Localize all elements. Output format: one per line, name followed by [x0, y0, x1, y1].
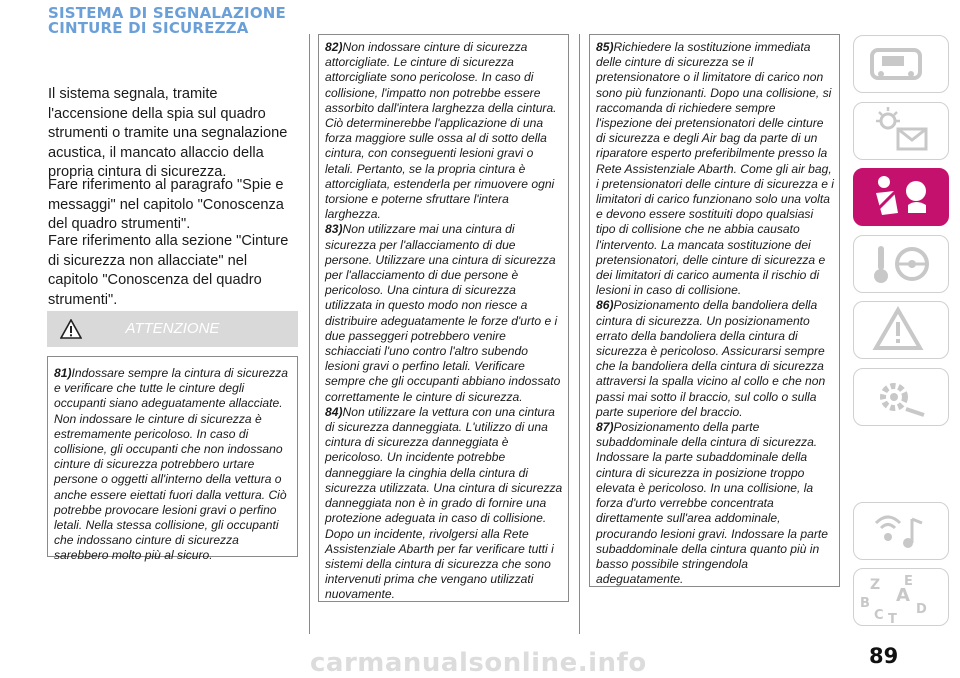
note-81	[54, 366, 291, 564]
warning-title: ATTENZIONE	[125, 320, 220, 337]
index-letter: C	[874, 608, 884, 623]
note-text: Non indossare cinture di sicurezza attorcigliate. Le cinture di sicurezza attorcigliate sono pericolose. In caso di collisione, l'impatto non potrebbe essere assorbito dall'intera larghezza della cintura. Ciò determinerebbe l'applicazione di una forza maggiore sulle ossa al di sotto della cintura, con conseguenti lesioni gravi o letali. Pertanto, se la propria cintura è attorcigliata, estenderla per rimuovere ogni torsione e poterne sfruttare l'intera larghezza.	[325, 40, 557, 222]
tab-dashboard[interactable]	[853, 35, 949, 93]
note-text: Indossare sempre la cintura di sicurezza e verificare che tutte le cinture degli occupanti siano adeguatamente allacciate. Non indossare le cinture di sicurezza è estremamente pericoloso. In caso di collisione, gli occupanti che non indossano cinture di sicurezza potrebbero urtare persone o oggetti all'interno della vettura o anche essere eiettati fuori dalla vettura. Ciò potrebbe provocare lesioni gravi o perfino letali. Nella stessa collisione, gli occupanti che indossano cinture di sicurezza sarebbero molto più al sicuro.	[54, 366, 288, 563]
page-number: 89	[869, 644, 899, 668]
note-number: 82)	[325, 40, 343, 54]
tab-safety[interactable]	[853, 168, 949, 226]
index-letter: E	[904, 574, 913, 589]
warning-lights-icon	[854, 103, 948, 159]
note-text: Richiedere la sostituzione immediata delle cinture di sicurezza se il pretensionatore o il limitatore di carico non sono più funzionanti. Dopo una collisione, si raccomanda di richiedere sempre l'ispezione dei pretensionatori delle cinture di sicurezza e degli Air bag da parte di un riparatore esperto preferibilmente presso la Rete Assistenziale Abarth. Come gli air bag, i pretensionatori delle cinture di sicurezza e i limitatori di carico funzionano solo una volta e devono essere sostituiti dopo qualsiasi tipo di collisione che ne abbia causato l'intervento. La mancata sostituzione dei pretensionatori, delle cinture di sicurezza e dei limitatori di carico aumenta il rischio di lesioni in caso di collisione.	[596, 40, 834, 298]
note-87	[596, 420, 834, 587]
note-text: Posizionamento della parte subaddominale della cintura di sicurezza. Indossare la parte subaddominale della cintura di sicurezza in posizione troppo elevata è pericoloso. In una collisione, la forza d'urto verrebbe concentrata direttamente sull'area addominale, procurando lesioni gravi. Indossare la parte subaddominale della cintura quanto più in basso possibile stringendola adeguatamente.	[596, 420, 828, 587]
car-dashboard-icon	[854, 36, 948, 92]
note-86	[596, 298, 834, 420]
index-letter: D	[916, 602, 927, 617]
tab-warning-lights[interactable]	[853, 102, 949, 160]
warning-box-2	[318, 34, 569, 602]
paragraph-2: Fare riferimento al paragrafo "Spie e messaggi" nel capitolo "Conoscenza del quadro strumenti".	[48, 177, 284, 232]
column-divider	[309, 34, 310, 634]
maintenance-icon	[854, 369, 948, 425]
note-number: 84)	[325, 404, 343, 419]
note-number: 81)	[54, 366, 72, 380]
warning-triangle-icon	[854, 302, 948, 358]
warning-box-1	[47, 356, 298, 563]
alphabetical-index-icon	[854, 569, 948, 625]
warning-header	[47, 311, 298, 347]
note-84	[325, 405, 563, 603]
note-number: 85)	[596, 40, 614, 54]
index-letter: B	[860, 596, 870, 611]
tab-multimedia[interactable]	[853, 502, 949, 560]
multimedia-icon	[854, 503, 948, 559]
index-letter: Z	[870, 577, 881, 593]
note-text: Posizionamento della bandoliera della cintura di sicurezza. Un posizionamento errato della bandoliera della cintura di sicurezza è pericoloso. Assicurarsi sempre che la bandoliera della cintura di sicurezza attraversi la spalla vicino al collo e che non passi mai sotto il braccio, sul collo o sulla parte superiore del braccio.	[596, 298, 826, 419]
tab-starting-driving[interactable]	[853, 235, 949, 293]
note-82	[325, 40, 563, 222]
note-85	[596, 40, 834, 298]
note-83	[325, 222, 563, 404]
tab-maintenance[interactable]	[853, 368, 949, 426]
tab-emergency[interactable]	[853, 301, 949, 359]
note-number: 86)	[596, 298, 614, 313]
paragraph-1: Il sistema segnala, tramite l'accensione della spia sul quadro strumenti o tramite una segnalazione acustica, il mancato allaccio della propria cintura di sicurezza.	[48, 86, 288, 180]
section-heading: SISTEMA DI SEGNALAZIONE CINTURE DI SICUREZZA	[48, 4, 286, 37]
paragraph-3: Fare riferimento alla sezione "Cinture di sicurezza non allacciate" nel capitolo "Conoscenza del quadro strumenti".	[48, 233, 289, 308]
seatbelt-airbag-icon	[854, 169, 948, 225]
index-letter: A	[896, 585, 910, 606]
note-number: 87)	[596, 420, 614, 435]
note-text: Non utilizzare la vettura con una cintura di sicurezza danneggiata. L'utilizzo di una cintura di sicurezza danneggiata è pericoloso. Un incidente potrebbe danneggiare la cinghia della cintura di sicurezza utilizzata. Una cintura di sicurezza danneggiata non è in grado di fornire una protezione adeguata in caso di collisione. Dopo un incidente, rivolgersi alla Rete Assistenziale Abarth per far verificare tutti i sistemi della cintura di sicurezza che sono intervenuti prima che vengano utilizzati nuovamente.	[325, 404, 563, 602]
note-text: Non utilizzare mai una cintura di sicurezza per l'allacciamento di due persone. Utilizzare una cintura di sicurezza per l'allacciamento di due persone è pericoloso. Una cintura di sicurezza utilizzata in questo modo non riesce a distribuire adeguatamente le forze d'urto e i due passeggeri potrebbero venire schiacciati l'uno contro l'altro subendo lesioni gravi o perfino letali. Verificare sempre che gli occupanti abbiano indossato correttamente le cinture di sicurezza.	[325, 222, 561, 404]
watermark: carmanualsonline.info	[310, 648, 647, 678]
tab-index[interactable]	[853, 568, 949, 626]
index-letter: T	[888, 612, 897, 625]
column-divider	[579, 34, 580, 634]
warning-box-3	[589, 34, 840, 587]
note-number: 83)	[325, 222, 343, 237]
key-steering-icon	[854, 236, 948, 292]
